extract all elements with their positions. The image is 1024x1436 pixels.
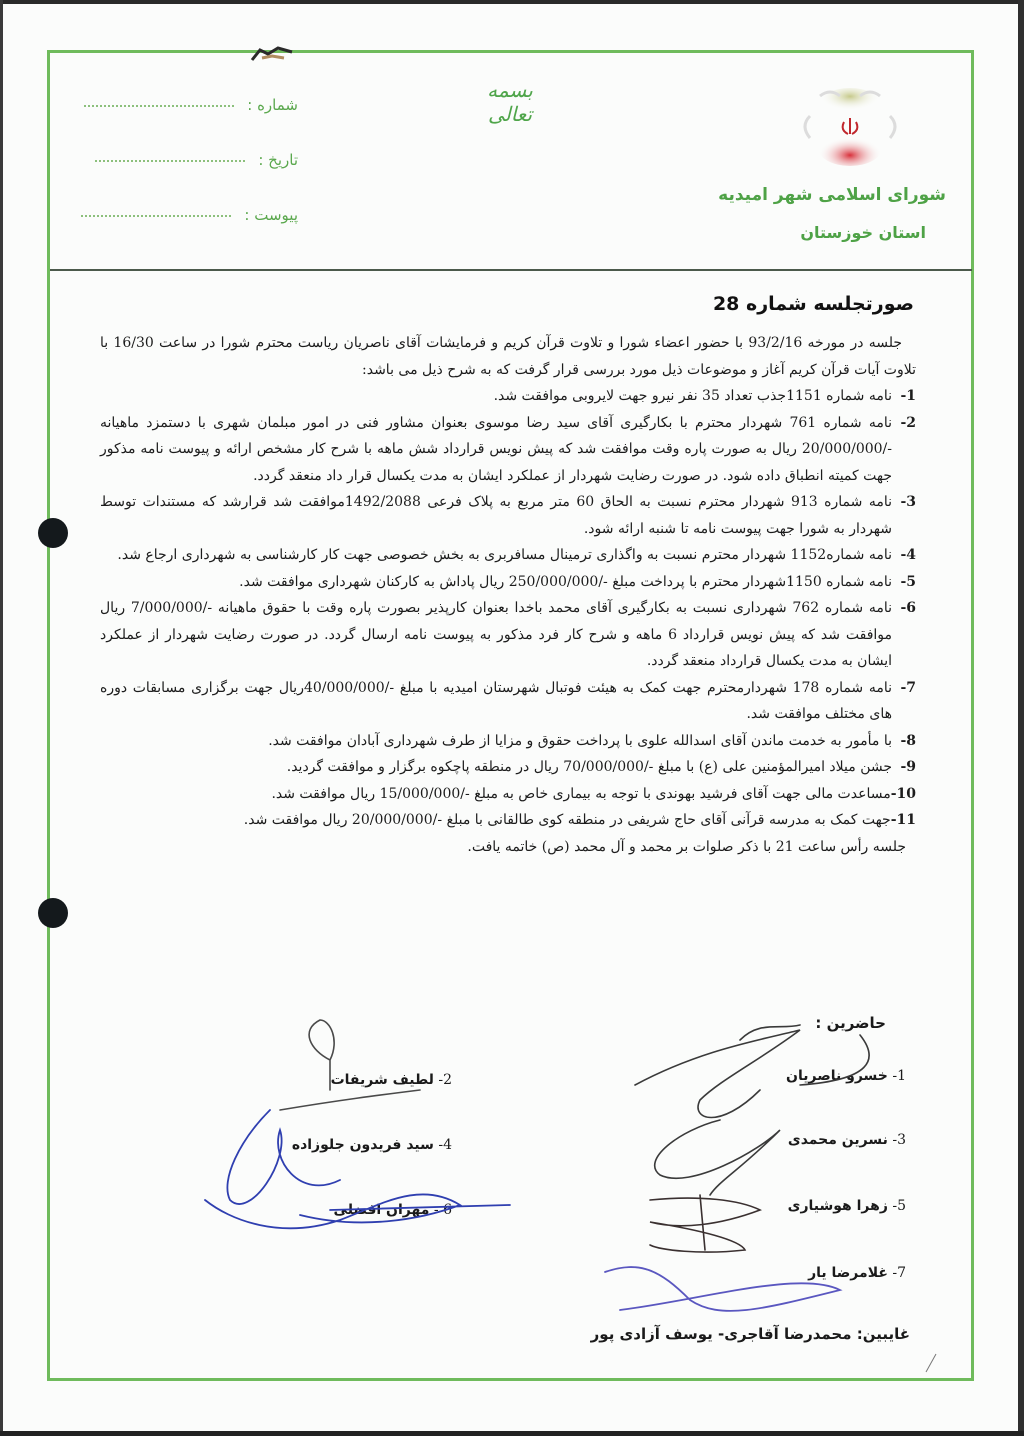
- attendee-name: نسرین محمدی: [787, 1132, 888, 1148]
- item-number: 9-: [900, 759, 916, 775]
- item-number: 8-: [900, 732, 916, 749]
- item-text: نامه شماره 913 شهردار محترم نسبت به الحاق 60 متر مربع به پلاک فرعی 1492/2088موافقت شد قرارشد که مستندات توسط شهردار به شورا جهت پیوست نامه تا شنبه ارائه شود.: [100, 494, 893, 537]
- item-text: نامه شماره 178 شهردارمحترم جهت کمک به هیئت فوتبال شهرستان امیدیه با مبلغ -/40/000/000ریال جهت برگزاری مسابقات دوره های مختلف موافقت شد.: [100, 679, 892, 722]
- attendee: [292, 1137, 452, 1153]
- stray-pen-mark: [924, 1352, 938, 1374]
- attendee-name: خسرو ناصریان: [786, 1068, 888, 1084]
- letter-number-line: [84, 105, 234, 107]
- letter-number-field: [78, 95, 298, 119]
- minutes-item: [100, 410, 916, 490]
- attendee-number: 7-: [892, 1265, 906, 1281]
- item-text: مساعدت مالی جهت آقای فرشید بهوندی با توجه به بیماری خاص به مبلغ -/15/000/000 ریال موافقت شد.: [271, 785, 891, 802]
- attendee-number: 5-: [892, 1198, 906, 1214]
- minutes-intro: جلسه در مورخه 93/2/16 با حضور اعضاء شورا و تلاوت قرآن کریم و فرمایشات آقای ناصریان ریاست محترم شورا در ساعت 16/30 با تلاوت آیات قرآن کریم آغاز و موضوعات ذیل مورد بررسی قرار گرفت که به شرح ذیل می باشد:: [100, 335, 916, 378]
- attendee-number: 1-: [892, 1068, 906, 1084]
- scan-edge-bottom: [0, 1431, 1024, 1436]
- bismillah-calligraphy: بسمه تعالی: [487, 78, 533, 126]
- item-number: 10-: [890, 785, 916, 802]
- punch-hole-bottom: [38, 898, 68, 928]
- attendee-name: مهران افضلی: [333, 1202, 430, 1218]
- scan-edge-left: [0, 0, 3, 1436]
- staple-mark: [248, 44, 298, 66]
- attendee: [786, 1068, 906, 1084]
- attachment-field: [78, 205, 298, 229]
- attendee: [331, 1072, 452, 1088]
- attendee: [788, 1198, 906, 1214]
- minutes-item: [100, 569, 916, 596]
- minutes-title: صورتجلسه شماره 28: [712, 293, 914, 315]
- item-text: جهت کمک به مدرسه قرآنی آقای حاج شریفی در منطقه کوی طالقانی با مبلغ -/20/000/000 ریال موافقت شد.: [243, 812, 891, 828]
- minutes-item: [100, 728, 916, 755]
- item-number: 1-: [900, 388, 916, 404]
- letter-date-label: تاریخ :: [258, 151, 298, 169]
- item-text: نامه شماره 761 شهردار محترم با بکارگیری آقای سید رضا موسوی بعنوان مشاور فنی در امور مبلمان شهری با دستمزد ماهیانه -/20/000/000 ریال به صورت پاره وقت موافقت شد که پیش نویس قرارداد شش ماهه با شرح کار مشخص ارائه و پیوست نامه مذکور جهت کمیته انطباق داده شود. در صورت رضایت شهردار از عملکرد ایشان به مدت یکسال قرار داد منعقد گردد.: [100, 414, 892, 484]
- minutes-item: [100, 781, 916, 808]
- attachment-line: [81, 215, 231, 217]
- item-number: 5-: [900, 573, 916, 590]
- item-number: 4-: [900, 547, 916, 563]
- item-text: نامه شماره 1151جذب تعداد 35 نفر نیرو جهت لایروبی موافقت شد.: [493, 388, 892, 404]
- attendee-name: لطیف شریفات: [330, 1072, 434, 1088]
- scan-edge-top: [0, 0, 1024, 4]
- minutes-closing: جلسه رأس ساعت 21 با ذکر صلوات بر محمد و آل محمد (ص) خاتمه یافت.: [467, 838, 906, 855]
- iran-emblem-icon: [790, 86, 910, 166]
- item-text: با مأمور به خدمت ماندن آقای اسدالله علوی با پرداخت حقوق و مزایا از طرف شهرداری آبادان موافقت شد.: [268, 732, 892, 749]
- minutes-item: [100, 542, 916, 569]
- minutes-item: [100, 754, 916, 781]
- item-number: 6-: [900, 600, 916, 616]
- province-name: استان خوزستان: [800, 223, 926, 242]
- attendees-heading: حاضرین :: [815, 1014, 886, 1032]
- minutes-item: [100, 675, 916, 728]
- minutes-body: [100, 330, 916, 860]
- attendee: [334, 1202, 452, 1218]
- attendee-name: سید فریدون جلوزاده: [291, 1137, 434, 1153]
- item-number: 2-: [900, 414, 916, 431]
- attendee-number: 3-: [892, 1132, 906, 1148]
- council-name: شورای اسلامی شهر امیدیه: [718, 185, 946, 205]
- header-divider: [50, 269, 972, 271]
- scan-edge-right: [1018, 0, 1024, 1436]
- minutes-item: [100, 807, 916, 834]
- item-text: نامه شماره 1150شهردار محترم با پرداخت مبلغ -/250/000/000 ریال پاداش به کارکنان شهرداری موافقت شد.: [239, 573, 892, 590]
- minutes-item: [100, 489, 916, 542]
- letter-number-label: شماره :: [247, 96, 298, 114]
- item-text: جشن میلاد امیرالمؤمنین علی (ع) با مبلغ -/70/000/000 ریال در منطقه پاچکوه برگزار و موافقت گردید.: [286, 759, 892, 775]
- attendee-number: 6 -: [433, 1202, 452, 1218]
- minutes-item: [100, 595, 916, 675]
- attendee: [788, 1132, 906, 1148]
- minutes-item: [100, 383, 916, 410]
- item-number: 11-: [890, 812, 916, 828]
- attendee-name: غلامرضا یار: [808, 1265, 888, 1281]
- attendee-number: 2-: [438, 1072, 452, 1088]
- absent-members: غایبین: محمدرضا آقاجری- یوسف آزادی پور: [590, 1325, 910, 1343]
- attendee: [808, 1265, 906, 1281]
- punch-hole-top: [38, 518, 68, 548]
- attendee-number: 4-: [438, 1137, 452, 1153]
- attendee-name: زهرا هوشیاری: [787, 1198, 888, 1214]
- item-text: نامه شماره1152 شهردار محترم نسبت به واگذاری ترمینال مسافربری به بخش خصوصی جهت کار کارشناسی به شهرداری ارجاع شد.: [117, 547, 892, 563]
- letter-date-field: [78, 150, 298, 174]
- attachment-label: پیوست :: [244, 206, 298, 224]
- letter-date-line: [95, 160, 245, 162]
- item-number: 3-: [900, 494, 916, 510]
- item-text: نامه شماره 762 شهرداری نسبت به بکارگیری آقای محمد باخدا بعنوان کارپذیر بصورت پاره وقت با حقوق ماهیانه -/7/000/000 ریال موافقت شد که پیش نویس قرارداد 6 ماهه و شرح کار فرد مذکور به پیوست نامه ارسال گردد. در صورت رضایت شهردار از عملکرد ایشان به مدت یکسال قرارداد منعقد گردد.: [100, 600, 893, 669]
- item-number: 7-: [900, 679, 916, 696]
